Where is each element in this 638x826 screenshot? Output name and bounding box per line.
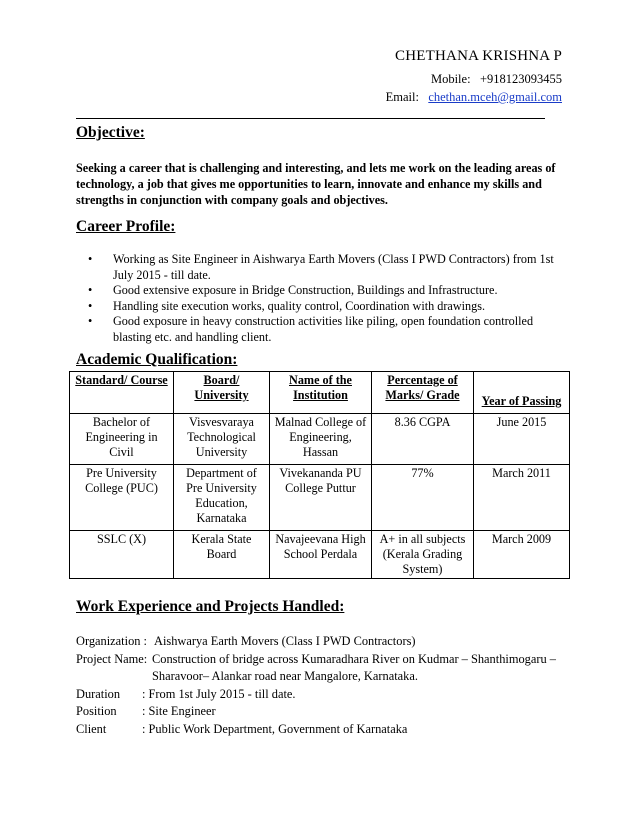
career-profile-heading: Career Profile:	[76, 218, 176, 235]
column-header: Percentage of Marks/ Grade	[372, 372, 474, 414]
table-cell: Visvesvaraya Technological University	[174, 414, 270, 465]
table-cell: 8.36 CGPA	[372, 414, 474, 465]
list-item	[76, 283, 556, 299]
career-profile-list	[76, 252, 556, 345]
email-label: Email:	[385, 90, 419, 104]
duration-label: Duration	[76, 686, 121, 701]
column-header: Year of Passing	[474, 372, 570, 414]
table-row	[70, 531, 570, 579]
mobile-number: +918123093455	[479, 72, 562, 86]
bullet-icon: •	[88, 283, 93, 297]
work-experience-details	[76, 633, 576, 738]
column-header: Board/ University	[174, 372, 270, 414]
column-header: Name of the Institution	[270, 372, 372, 414]
bullet-icon: •	[88, 298, 93, 313]
table-cell: June 2015	[474, 414, 570, 465]
table-cell: March 2011	[474, 465, 570, 531]
career-item-text: Working as Site Engineer in Aishwarya Earth Movers (Class I PWD Contractors) from 1st July 2015 - till date.	[113, 252, 554, 282]
duration-row	[76, 686, 576, 704]
mobile-line	[386, 72, 562, 87]
career-item-text: Good extensive exposure in Bridge Construction, Buildings and Infrastructure.	[113, 283, 498, 297]
table-cell: SSLC (X)	[70, 531, 174, 579]
position-label: Position	[76, 704, 117, 718]
academic-qualification-heading: Academic Qualification:	[76, 351, 238, 368]
email-link[interactable]: chethan.mceh@gmail.com	[428, 90, 562, 104]
academic-table	[69, 371, 570, 579]
resume-header	[386, 48, 562, 105]
position-value: : Site Engineer	[142, 704, 216, 718]
list-item	[76, 252, 556, 283]
organization-label: Organization :	[76, 634, 147, 648]
list-item	[76, 299, 556, 315]
bullet-icon: •	[88, 314, 93, 328]
table-cell: Pre University College (PUC)	[70, 465, 174, 531]
table-cell: 77%	[372, 465, 474, 531]
objective-heading: Objective:	[76, 124, 145, 141]
client-value: : Public Work Department, Government of Karnataka	[142, 721, 408, 736]
table-cell: March 2009	[474, 531, 570, 579]
table-cell: Bachelor of Engineering in Civil	[70, 414, 174, 465]
list-item	[76, 314, 556, 345]
career-item-text: Handling site execution works, quality control, Coordination with drawings.	[113, 298, 485, 313]
project-name-continuation: Sharavoor– Alankar road near Mangalore, Karnataka.	[152, 669, 418, 683]
column-header: Standard/ Course	[70, 372, 174, 414]
project-name-value: Construction of bridge across Kumaradhara River on Kudmar – Shanthimogaru –	[152, 651, 556, 666]
career-item-text: Good exposure in heavy construction activities like piling, open foundation controlled blasting etc. and handling client.	[113, 314, 534, 344]
client-row	[76, 721, 576, 739]
table-cell: Malnad College of Engineering, Hassan	[270, 414, 372, 465]
header-divider	[76, 118, 545, 119]
project-name-row	[76, 651, 576, 669]
candidate-name: CHETHANA KRISHNA P	[395, 48, 562, 64]
organization-row	[76, 633, 576, 651]
mobile-label: Mobile:	[430, 72, 471, 86]
table-cell: A+ in all subjects (Kerala Grading System)	[372, 531, 474, 579]
table-row	[70, 414, 570, 465]
organization-value: Aishwarya Earth Movers (Class I PWD Contractors)	[154, 634, 416, 648]
client-label: Client	[76, 721, 107, 736]
table-cell: Kerala State Board	[174, 531, 270, 579]
table-cell: Vivekananda PU College Puttur	[270, 465, 372, 531]
bullet-icon: •	[88, 252, 93, 266]
position-row	[76, 703, 576, 721]
email-line	[386, 90, 562, 105]
table-row	[70, 465, 570, 531]
table-header-row	[70, 372, 570, 414]
table-cell: Navajeevana High School Perdala	[270, 531, 372, 579]
duration-value: : From 1st July 2015 - till date.	[142, 686, 296, 701]
work-experience-heading: Work Experience and Projects Handled:	[76, 598, 345, 615]
table-cell: Department of Pre University Education, Karnataka	[174, 465, 270, 531]
objective-text: Seeking a career that is challenging and interesting, and lets me work on the leading areas of technology, a job that gives me opportunities to learn, innovate and enhance my skills and strengths in conjunction with company goals and objectives.	[76, 161, 556, 207]
project-name-label: Project Name:	[76, 651, 148, 666]
